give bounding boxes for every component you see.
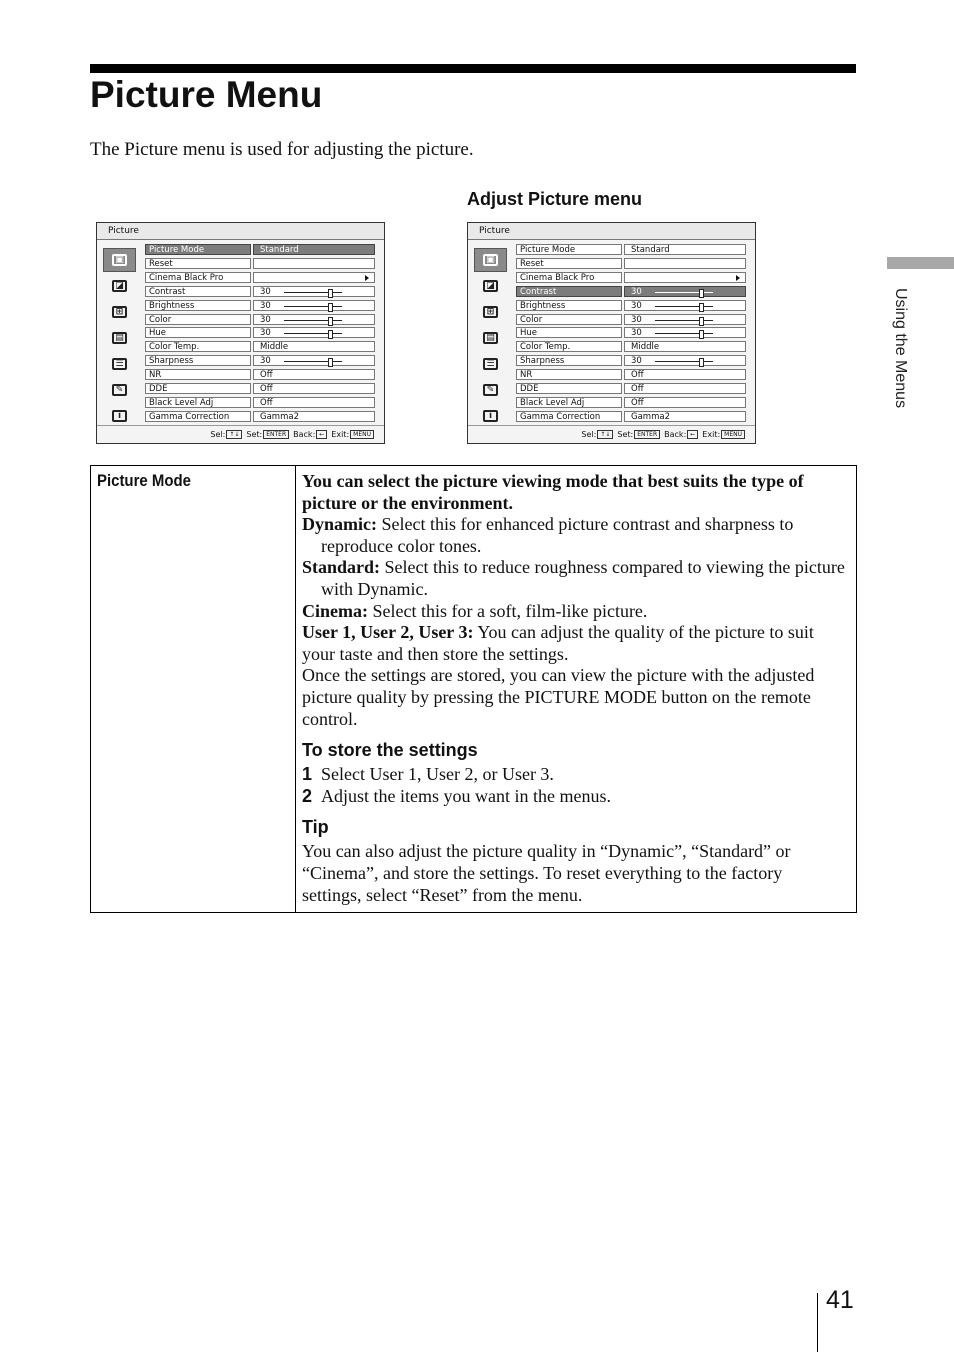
osd-row-value-text: 30 bbox=[260, 314, 271, 325]
slider-knob[interactable] bbox=[328, 289, 333, 298]
picture-setting-icon[interactable] bbox=[103, 274, 136, 298]
slider-knob[interactable] bbox=[328, 317, 333, 326]
osd-row-value bbox=[253, 258, 375, 269]
setup-icon[interactable] bbox=[474, 326, 507, 350]
slider-knob[interactable] bbox=[699, 303, 704, 312]
osd-title: Picture bbox=[468, 223, 755, 240]
slider-knob[interactable] bbox=[699, 358, 704, 367]
osd-icon-column bbox=[468, 241, 512, 426]
definition-cell bbox=[296, 466, 857, 913]
osd-row-label: Gamma Correction bbox=[516, 411, 622, 422]
osd-row-value bbox=[253, 383, 375, 394]
information-icon-glyph: i bbox=[112, 410, 127, 422]
osd-row-value bbox=[624, 314, 746, 325]
mode-label: Dynamic: bbox=[302, 514, 377, 535]
submenu-arrow-icon bbox=[365, 275, 369, 281]
user-modes bbox=[302, 622, 846, 665]
installation-icon-glyph: ✎ bbox=[112, 384, 127, 396]
footer-sel-label: Sel: bbox=[210, 430, 226, 439]
setup-icon-glyph: ▤ bbox=[112, 332, 127, 344]
mode-text: Select this for enhanced picture contrast and sharpness to reproduce color tones. bbox=[321, 514, 794, 556]
osd-row-value-text: 30 bbox=[260, 300, 271, 311]
picture-icon[interactable] bbox=[103, 248, 136, 272]
osd-row-value bbox=[624, 383, 746, 394]
osd-row-label: Cinema Black Pro bbox=[145, 272, 251, 283]
slider-track[interactable] bbox=[655, 361, 713, 362]
page-title: Picture Menu bbox=[90, 74, 323, 115]
mode-list bbox=[302, 514, 846, 622]
osd-row-color-temp[interactable] bbox=[145, 341, 376, 353]
osd-row-value bbox=[624, 244, 746, 255]
function-icon-glyph: ☰ bbox=[483, 358, 498, 370]
osd-row-label: Black Level Adj bbox=[145, 397, 251, 408]
screen-icon-glyph: ⊞ bbox=[483, 306, 498, 318]
osd-row-gamma-correction[interactable] bbox=[145, 411, 376, 423]
screen-icon[interactable] bbox=[474, 300, 507, 324]
osd-row-nr[interactable] bbox=[516, 369, 747, 381]
osd-row-hue[interactable] bbox=[516, 327, 747, 339]
osd-row-reset[interactable] bbox=[145, 258, 376, 270]
osd-row-value-text: 30 bbox=[260, 356, 271, 367]
osd-row-color[interactable] bbox=[145, 314, 376, 326]
osd-row-black-level-adj[interactable] bbox=[516, 397, 747, 409]
osd-row-reset[interactable] bbox=[516, 258, 747, 270]
picture-menu-screenshot-left bbox=[96, 222, 385, 444]
osd-row-value bbox=[253, 286, 375, 297]
description-table bbox=[90, 465, 857, 913]
osd-row-value-text: Off bbox=[631, 384, 644, 394]
footer-sel-label: Sel: bbox=[581, 430, 597, 439]
slider-track[interactable] bbox=[655, 306, 713, 307]
title-rule bbox=[90, 64, 856, 73]
installation-icon[interactable] bbox=[474, 378, 507, 402]
osd-row-value-text: Standard bbox=[260, 245, 299, 255]
mode-text: Select this to reduce roughness compared to viewing the picture with Dynamic. bbox=[321, 557, 845, 599]
osd-row-dde[interactable] bbox=[516, 383, 747, 395]
osd-row-value bbox=[253, 341, 375, 352]
osd-row-value-text: Off bbox=[631, 370, 644, 381]
osd-row-contrast[interactable] bbox=[145, 286, 376, 298]
mode-item bbox=[302, 557, 846, 600]
osd-row-label: Hue bbox=[516, 327, 622, 338]
lead-text: You can select the picture viewing mode that best suits the type of picture or the environment. bbox=[302, 471, 804, 513]
osd-row-nr[interactable] bbox=[145, 369, 376, 381]
slider-track[interactable] bbox=[284, 361, 342, 362]
osd-row-label: Color bbox=[516, 314, 622, 325]
osd-row-label: Contrast bbox=[516, 286, 622, 297]
osd-footer bbox=[468, 425, 755, 443]
osd-row-value-text: Off bbox=[260, 384, 273, 394]
osd-row-label: Gamma Correction bbox=[145, 411, 251, 422]
osd-row-color-temp[interactable] bbox=[516, 341, 747, 353]
tip-heading: Tip bbox=[302, 817, 329, 838]
stored-text: Once the settings are stored, you can view the picture with the adjusted picture quality by pressing the PICTURE MODE button on the remote control. bbox=[302, 665, 815, 729]
osd-row-dde[interactable] bbox=[145, 383, 376, 395]
term-cell bbox=[91, 466, 296, 913]
osd-row-cinema-black-pro[interactable] bbox=[516, 272, 747, 284]
osd-row-label: DDE bbox=[516, 383, 622, 394]
osd-row-value bbox=[253, 369, 375, 380]
osd-row-cinema-black-pro[interactable] bbox=[145, 272, 376, 284]
osd-row-value-text: Off bbox=[631, 397, 644, 408]
osd-row-value bbox=[253, 327, 375, 338]
osd-footer bbox=[97, 425, 384, 443]
osd-row-label: Picture Mode bbox=[145, 244, 251, 255]
osd-row-value bbox=[624, 286, 746, 297]
osd-row-value bbox=[253, 244, 375, 255]
osd-row-label: Color bbox=[145, 314, 251, 325]
function-icon[interactable] bbox=[103, 352, 136, 376]
picture-icon-glyph: ▣ bbox=[112, 254, 127, 266]
osd-row-value bbox=[624, 397, 746, 408]
osd-row-value bbox=[624, 327, 746, 338]
slider-track[interactable] bbox=[284, 333, 342, 334]
step-text: Adjust the items you want in the menus. bbox=[321, 785, 611, 806]
osd-row-value-text: 30 bbox=[631, 286, 642, 297]
osd-row-label: Reset bbox=[516, 258, 622, 269]
page-number-rule bbox=[817, 1293, 818, 1352]
slider-track[interactable] bbox=[655, 292, 713, 293]
osd-row-label: Cinema Black Pro bbox=[516, 272, 622, 283]
footer-sel-key: ↑↓ bbox=[597, 430, 613, 439]
osd-row-value-text: 30 bbox=[631, 328, 642, 339]
osd-row-black-level-adj[interactable] bbox=[145, 397, 376, 409]
osd-row-value bbox=[624, 411, 746, 422]
submenu-arrow-icon bbox=[736, 275, 740, 281]
mode-label: Standard: bbox=[302, 557, 381, 578]
footer-set-key: ENTER bbox=[263, 430, 289, 439]
slider-knob[interactable] bbox=[328, 303, 333, 312]
step-number: 2 bbox=[302, 785, 313, 806]
osd-row-label: Sharpness bbox=[145, 355, 251, 366]
step-item bbox=[302, 786, 846, 808]
osd-row-value-text: Middle bbox=[631, 342, 660, 353]
osd-row-value bbox=[624, 341, 746, 352]
footer-back-key: ← bbox=[687, 430, 698, 439]
slider-knob[interactable] bbox=[328, 330, 333, 339]
slider-track[interactable] bbox=[284, 306, 342, 307]
osd-row-value bbox=[624, 369, 746, 380]
osd-row-value bbox=[624, 355, 746, 366]
menu-caption: Adjust Picture menu bbox=[467, 189, 643, 209]
footer-back-label: Back: bbox=[293, 430, 316, 439]
osd-row-value-text: Off bbox=[260, 397, 273, 408]
intro-text: The Picture menu is used for adjusting the picture. bbox=[90, 139, 474, 160]
slider-track[interactable] bbox=[284, 292, 342, 293]
osd-row-value-text: 30 bbox=[631, 314, 642, 325]
osd-row-label: Reset bbox=[145, 258, 251, 269]
step-item bbox=[302, 764, 846, 786]
osd-row-label: NR bbox=[145, 369, 251, 380]
function-icon[interactable] bbox=[474, 352, 507, 376]
osd-row-label: Hue bbox=[145, 327, 251, 338]
osd-row-value-text: Gamma2 bbox=[631, 411, 670, 422]
osd-row-value-text: 30 bbox=[631, 300, 642, 311]
osd-row-value bbox=[624, 300, 746, 311]
page-number: 41 bbox=[826, 1286, 854, 1314]
mode-item bbox=[302, 601, 846, 623]
picture-setting-icon-glyph: ◪ bbox=[112, 280, 127, 292]
slider-track[interactable] bbox=[655, 333, 713, 334]
user-modes-label: User 1, User 2, User 3: bbox=[302, 622, 474, 643]
osd-row-value-text: 30 bbox=[260, 286, 271, 297]
osd-row-value-text: 30 bbox=[260, 328, 271, 339]
slider-knob[interactable] bbox=[328, 358, 333, 367]
osd-row-value-text: Gamma2 bbox=[260, 411, 299, 422]
step-number: 1 bbox=[302, 764, 313, 785]
footer-exit-label: Exit: bbox=[702, 430, 721, 439]
osd-row-gamma-correction[interactable] bbox=[516, 411, 747, 423]
osd-row-value bbox=[253, 300, 375, 311]
footer-set-label: Set: bbox=[617, 430, 634, 439]
footer-exit-label: Exit: bbox=[331, 430, 350, 439]
osd-title: Picture bbox=[97, 223, 384, 240]
osd-row-label: Brightness bbox=[516, 300, 622, 311]
information-icon-glyph: i bbox=[483, 410, 498, 422]
osd-row-hue[interactable] bbox=[145, 327, 376, 339]
osd-row-label: Black Level Adj bbox=[516, 397, 622, 408]
footer-exit-key: MENU bbox=[721, 430, 745, 439]
osd-row-label: DDE bbox=[145, 383, 251, 394]
osd-row-label: Color Temp. bbox=[516, 341, 622, 352]
slider-knob[interactable] bbox=[699, 289, 704, 298]
osd-row-sharpness[interactable] bbox=[516, 355, 747, 367]
osd-row-value-text: Off bbox=[260, 370, 273, 381]
installation-icon[interactable] bbox=[103, 378, 136, 402]
footer-set-label: Set: bbox=[246, 430, 263, 439]
store-heading: To store the settings bbox=[302, 740, 478, 761]
table-row bbox=[91, 466, 857, 913]
tip-text: You can also adjust the picture quality in “Dynamic”, “Standard” or “Cinema”, and store the settings. To reset everything to the factory settings, select “Reset” from the menu. bbox=[302, 841, 791, 905]
footer-back-label: Back: bbox=[664, 430, 687, 439]
section-label: Using the Menus bbox=[892, 288, 909, 409]
slider-track[interactable] bbox=[284, 320, 342, 321]
osd-row-value bbox=[253, 272, 375, 283]
osd-row-label: Sharpness bbox=[516, 355, 622, 366]
osd-icon-column bbox=[97, 241, 141, 426]
steps-list bbox=[302, 764, 846, 807]
osd-row-label: Picture Mode bbox=[516, 244, 622, 255]
screen-icon[interactable] bbox=[103, 300, 136, 324]
slider-track[interactable] bbox=[655, 320, 713, 321]
osd-row-brightness[interactable] bbox=[145, 300, 376, 312]
osd-row-contrast[interactable] bbox=[516, 286, 747, 298]
mode-label: Cinema: bbox=[302, 600, 368, 621]
footer-exit-key: MENU bbox=[350, 430, 374, 439]
user-modes-text: You can adjust the quality of the picture to suit your taste and then store the settings. bbox=[302, 622, 814, 664]
setup-icon-glyph: ▤ bbox=[483, 332, 498, 344]
picture-icon-glyph: ▣ bbox=[483, 254, 498, 266]
installation-icon-glyph: ✎ bbox=[483, 384, 498, 396]
osd-row-picture-mode[interactable] bbox=[145, 244, 376, 256]
osd-row-value bbox=[624, 258, 746, 269]
setup-icon[interactable] bbox=[103, 326, 136, 350]
footer-back-key: ← bbox=[316, 430, 327, 439]
mode-item bbox=[302, 514, 846, 557]
picture-setting-icon-glyph: ◪ bbox=[483, 280, 498, 292]
picture-menu-screenshot-right bbox=[467, 222, 756, 444]
osd-row-value-text: Standard bbox=[631, 245, 670, 255]
step-text: Select User 1, User 2, or User 3. bbox=[321, 764, 554, 785]
screen-icon-glyph: ⊞ bbox=[112, 306, 127, 318]
picture-setting-icon[interactable] bbox=[474, 274, 507, 298]
term-label: Picture Mode bbox=[97, 471, 191, 490]
slider-knob[interactable] bbox=[699, 317, 704, 326]
osd-row-value-text: 30 bbox=[631, 356, 642, 367]
osd-row-value bbox=[624, 272, 746, 283]
osd-row-brightness[interactable] bbox=[516, 300, 747, 312]
osd-row-value bbox=[253, 411, 375, 422]
mode-text: Select this for a soft, film-like picture. bbox=[372, 600, 648, 621]
picture-icon[interactable] bbox=[474, 248, 507, 272]
osd-row-label: Color Temp. bbox=[145, 341, 251, 352]
osd-row-picture-mode[interactable] bbox=[516, 244, 747, 256]
slider-knob[interactable] bbox=[699, 330, 704, 339]
osd-row-value bbox=[253, 355, 375, 366]
osd-row-value bbox=[253, 314, 375, 325]
osd-row-value-text: Middle bbox=[260, 342, 289, 353]
footer-sel-key: ↑↓ bbox=[226, 430, 242, 439]
osd-row-label: Contrast bbox=[145, 286, 251, 297]
osd-row-label: NR bbox=[516, 369, 622, 380]
footer-set-key: ENTER bbox=[634, 430, 660, 439]
osd-row-color[interactable] bbox=[516, 314, 747, 326]
osd-row-label: Brightness bbox=[145, 300, 251, 311]
osd-row-value bbox=[253, 397, 375, 408]
function-icon-glyph: ☰ bbox=[112, 358, 127, 370]
osd-row-sharpness[interactable] bbox=[145, 355, 376, 367]
section-tab bbox=[887, 257, 954, 269]
